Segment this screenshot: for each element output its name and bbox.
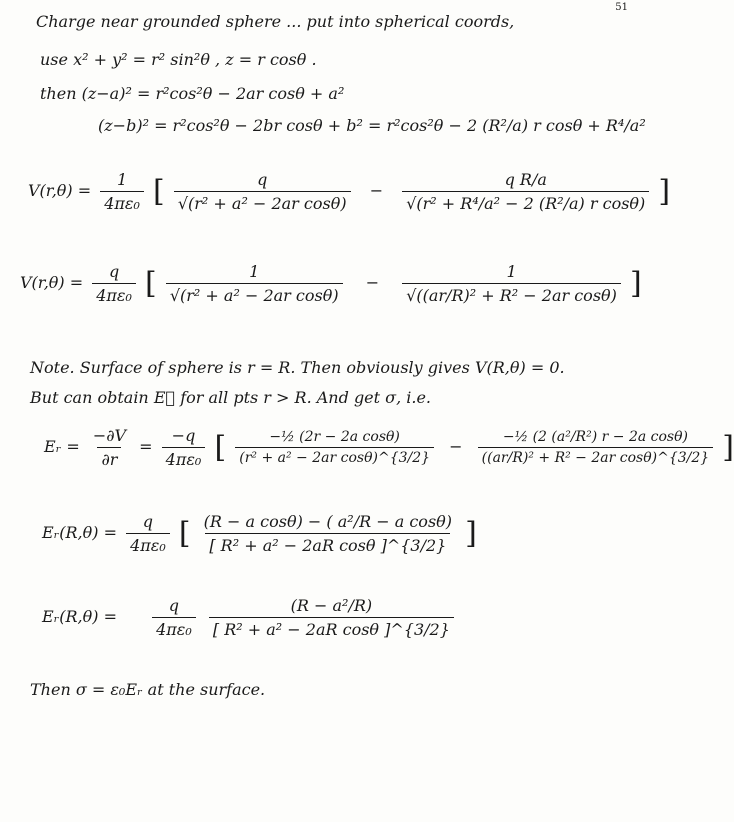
v2-term2-den: √((ar/R)² + R² − 2ar cosθ) (402, 283, 621, 305)
erR-lhs: Eᵣ(R,θ) = (42, 523, 123, 542)
z-minus-a-line: then (z−a)² = r²cos²θ − 2ar cosθ + a² (40, 84, 345, 103)
v2-lhs: V(r,θ) = (20, 273, 89, 292)
er-derivative-num: −∂V (92, 426, 127, 445)
v2-term1-den: √(r² + a² − 2ar cosθ) (166, 283, 343, 305)
er-term2-den: ((ar/R)² + R² − 2ar cosθ)^{3/2} (478, 447, 714, 466)
er-equals: = (139, 437, 158, 456)
v1-term2-den: √(r² + R⁴/a² − 2 (R²/a) r cosθ) (402, 191, 649, 213)
v2-term1-num: 1 (249, 262, 260, 281)
er-term1-den: (r² + a² − 2ar cosθ)^{3/2} (235, 447, 434, 466)
v1-term1 (174, 170, 351, 213)
final-line: Then σ = ε₀Eᵣ at the surface. (30, 680, 266, 699)
note-line-1: Note. Surface of sphere is r = R. Then obviously gives V(R,θ) = 0. (30, 358, 565, 377)
e3-prefactor-num: q (168, 596, 180, 615)
v2-prefactor-num: q (108, 262, 120, 281)
v2-minus: − (365, 273, 380, 292)
v1-term1-den: √(r² + a² − 2ar cosθ) (174, 191, 351, 213)
v2-prefactor (92, 262, 136, 305)
v1-lhs: V(r,θ) = (28, 181, 97, 200)
er-prefactor (162, 426, 206, 469)
v2-prefactor-den: 4πε₀ (92, 283, 136, 305)
e3-prefactor-den: 4πε₀ (152, 617, 196, 639)
v1-term1-num: q (257, 170, 268, 189)
intro-line: Charge near grounded sphere ... put into spherical coords, (36, 12, 515, 31)
potential-equation-2 (20, 262, 642, 305)
page-number: 51 (615, 2, 628, 13)
e3-fraction (209, 596, 454, 639)
field-simplified-equation (42, 596, 458, 639)
v2-term2-num: 1 (506, 262, 517, 281)
e3-lhs: Eᵣ(R,θ) = (42, 607, 123, 626)
left-bracket: [ (145, 266, 157, 301)
er-term1-num: −½ (2r − 2a cosθ) (269, 429, 400, 445)
v1-prefactor-den: 4πε₀ (100, 191, 144, 213)
er-term2 (478, 429, 714, 466)
er-prefactor-num: −q (171, 426, 196, 445)
field-at-surface-equation (42, 512, 477, 555)
e3-num: (R − a²/R) (290, 596, 373, 615)
er-term2-num: −½ (2 (a²/R²) r − 2a cosθ) (502, 429, 688, 445)
left-bracket: [ (153, 174, 165, 209)
v1-prefactor-num: 1 (116, 170, 128, 189)
erR-prefactor-den: 4πε₀ (126, 533, 170, 555)
v2-term1 (166, 262, 343, 305)
er-term1 (235, 429, 434, 466)
left-bracket: [ (214, 430, 227, 465)
v1-prefactor (100, 170, 144, 213)
v2-term2 (402, 262, 621, 305)
er-lhs: Eᵣ = (44, 437, 85, 456)
v1-minus: − (369, 181, 384, 200)
er-derivative-den: ∂r (97, 447, 121, 469)
erR-num: (R − a cosθ) − ( a²/R − a cosθ) (203, 512, 453, 531)
erR-prefactor (126, 512, 170, 555)
erR-prefactor-num: q (142, 512, 154, 531)
v1-term2 (402, 170, 649, 213)
left-bracket: [ (178, 516, 191, 551)
coords-line: use x² + y² = r² sin²θ , z = r cosθ . (40, 50, 317, 69)
e3-den: [ R² + a² − 2aR cosθ ]^{3/2} (209, 617, 454, 639)
e3-prefactor (152, 596, 196, 639)
field-derivative-equation (44, 426, 734, 469)
z-minus-b-line: (z−b)² = r²cos²θ − 2br cosθ + b² = r²cos²θ − 2 (R²/a) r cosθ + R⁴/a² (98, 116, 646, 135)
erR-fraction (200, 512, 456, 555)
note-line-2: But can obtain E⃗ for all pts r > R. And get σ, i.e. (30, 388, 432, 407)
right-bracket: ] (658, 174, 671, 209)
erR-den: [ R² + a² − 2aR cosθ ]^{3/2} (205, 533, 450, 555)
er-minus: − (449, 437, 463, 456)
er-prefactor-den: 4πε₀ (162, 447, 206, 469)
right-bracket: ] (465, 516, 477, 551)
right-bracket: ] (630, 266, 642, 301)
right-bracket: ] (722, 430, 734, 465)
er-derivative (89, 426, 130, 469)
v1-term2-num: q R/a (504, 170, 547, 189)
potential-equation-1 (28, 170, 670, 213)
